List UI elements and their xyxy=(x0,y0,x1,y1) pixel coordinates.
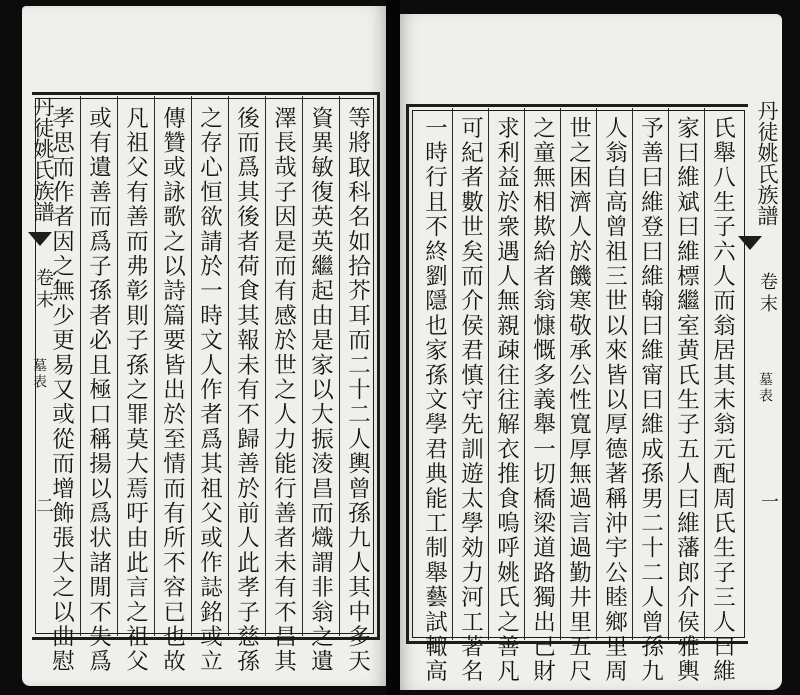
column-rule xyxy=(452,108,453,640)
left-text-column-3: 澤長哉子因是而有感於世之人力能行善者未有不昌其 xyxy=(270,106,297,675)
right-text-column-5: 世之困濟人於饑寒敬承公性寬厚無過言過勤井里五尺 xyxy=(565,116,592,685)
column-rule xyxy=(596,108,597,640)
column-rule xyxy=(154,96,155,636)
column-rule xyxy=(117,96,118,636)
left-text-column-7: 凡祖父有善而弗彰則子孫之罪莫大焉吁由此言之祖父 xyxy=(122,106,149,675)
right-margin-volume: 卷末 xyxy=(757,272,778,316)
left-text-column-4: 後而爲其後者荷食其報未有不歸善於前人此孝子慈孫 xyxy=(233,106,260,675)
column-rule xyxy=(302,96,303,636)
right-text-column-8: 可紀者數世矣而介侯君慎守先訓遊太學効力河工著名 xyxy=(457,116,484,685)
column-rule xyxy=(488,108,489,640)
left-text-column-9: 孝思而作者因之無少更易又或從而增飾張大之以曲慰 xyxy=(48,106,75,675)
left-text-column-2: 資異敏復英英繼起由是家以大振淩昌而熾謂非翁之遺 xyxy=(307,106,334,675)
right-margin-title: 丹徒姚氏族譜 xyxy=(755,100,779,226)
left-margin-volume: 卷末 xyxy=(33,268,54,312)
right-text-column-6: 之童無相欺紿者翁慷慨多義舉一切橋梁道路獨出己財 xyxy=(529,116,556,685)
right-text-column-7: 求利益於衆遇人無親疎往往解衣推食嗚呼姚氏之善凡 xyxy=(493,116,520,685)
left-margin-section: 墓表 xyxy=(31,358,47,390)
column-rule xyxy=(265,96,266,636)
right-text-column-3: 予善曰維登曰維翰曰維甯曰維成孫男二十二人曾孫九 xyxy=(637,116,664,685)
column-rule xyxy=(524,108,525,640)
left-text-column-5: 之存心恒欲請於一時文人作者爲其祖父或作誌銘或立 xyxy=(196,106,223,675)
right-text-column-9: 一時行且不終劉隱也家孫文學君典能工制舉藝試輙高 xyxy=(421,116,448,685)
column-rule xyxy=(668,108,669,640)
right-margin-page-number: 一 xyxy=(758,492,779,510)
column-rule xyxy=(704,108,705,640)
right-text-column-4: 人翁自高曾祖三世以來皆以厚德著稱沖宇公睦鄉里周 xyxy=(601,116,628,685)
right-fish-tail-ornament xyxy=(738,236,762,250)
column-rule xyxy=(191,96,192,636)
left-margin-page-number: 二 xyxy=(33,496,54,514)
left-margin-title: 丹徒姚氏族譜 xyxy=(31,96,55,222)
right-text-column-1: 氏舉八生子六人而翁居其末翁元配周氏生子三人曰維 xyxy=(709,116,736,685)
column-rule xyxy=(632,108,633,640)
column-rule xyxy=(560,108,561,640)
column-rule xyxy=(228,96,229,636)
column-rule xyxy=(339,96,340,636)
right-margin-section: 墓表 xyxy=(757,372,773,404)
column-rule xyxy=(80,96,81,636)
right-text-column-2: 家曰維斌曰維標繼室黄氏生子五人曰維藩郎介侯雅輿 xyxy=(673,116,700,685)
left-text-column-6: 傳贊或詠歌之以詩篇要皆出於至情而有所不容已也故 xyxy=(159,106,186,675)
left-text-column-8: 或有遺善而爲子孫者必且極口稱揚以爲状諸閒不失爲 xyxy=(85,106,112,675)
left-text-column-1: 等將取科名如拾芥耳而二十二人輿曾孫九人其中多天 xyxy=(344,106,371,675)
book-spine xyxy=(386,0,400,695)
